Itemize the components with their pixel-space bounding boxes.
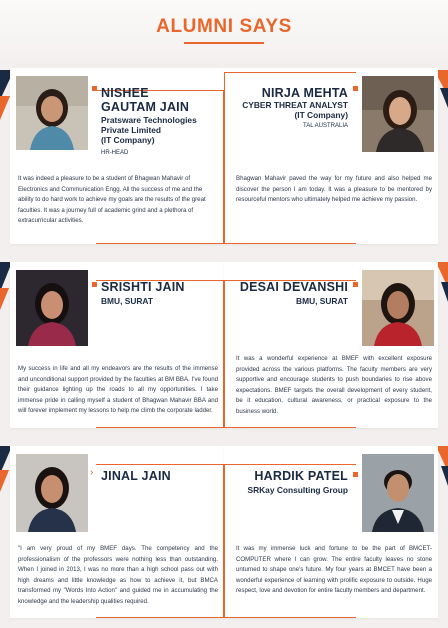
avatar-photo <box>16 454 88 532</box>
alumni-quote: It was a wonderful experience at BMEF with excellent exposure provided across the various platforms. The faculty members are very supportive and encourage students to push boundaries to rise above expectations. BMEF targets the overall development of every student, be it education, cultural awareness, or practical exposure to the business world. <box>236 355 432 415</box>
avatar-photo <box>362 454 434 532</box>
alumni-name: GAUTAM JAIN <box>101 100 190 114</box>
alumni-company: (IT Company) <box>101 135 155 145</box>
person-photo-icon <box>16 270 88 346</box>
alumni-name: HARDIK PATEL <box>254 469 348 483</box>
person-photo-icon <box>16 76 88 150</box>
alumni-name: DESAI DEVANSHI <box>239 280 348 294</box>
alumni-name: NISHEE <box>101 86 149 100</box>
person-photo-icon <box>362 270 434 346</box>
accent-marker <box>92 282 97 287</box>
alumni-company: Pratsware Technologies <box>101 115 197 125</box>
alumni-name: NIRJA MEHTA <box>261 86 348 100</box>
alumni-quote: My success in life and all my endeavors are the results of the immense and unconditional support provided by the faculties at BM BBA. I've found their guidance lighting up the roads to all my opportunities. I take immense pride in calling myself a student of Bhagwan Mahavir BBA and will forever implement my lessons to help me climb the corporate ladder. <box>18 365 218 415</box>
accent-marker <box>353 282 358 287</box>
alumni-org: BMU, SURAT <box>296 296 348 306</box>
alumni-quote: It was my immense luck and fortune to be the part of BMCET-COMPUTER where I can grow. The entire faculty leaves no stone unturned to shape one's future. My four years at BMCET have been a wonderful experience of learning with prolific exposure to outside. Huge respect, love and devotion for entire faculty members and department. <box>236 545 432 595</box>
alumni-quote: Bhagwan Mahavir paved the way for my future and also helped me discover the person I am today. It was a pleasure to be mentored by resourceful mentors who ultimately helped me achieve my passion. <box>236 175 432 204</box>
avatar-photo <box>16 270 88 346</box>
accent-marker <box>353 472 358 477</box>
accent-marker <box>92 86 97 91</box>
accent-marker <box>353 86 358 91</box>
person-photo-icon <box>362 454 434 532</box>
avatar-photo <box>16 76 88 150</box>
alumni-role: (IT Company) <box>294 110 348 120</box>
title-underline <box>184 42 264 44</box>
alumni-quote: "I am very proud of my BMEF days. The competency and the professionalism of the professors were nothing less than outstanding. When I joined in 2013, I was no more than a high school pass out with high dreams and little knowledge as how to achieve it, but BMCA transformed my "Words Into Action" and guided me in accumulating the knowledge and the leadership qualities required. <box>18 545 218 605</box>
person-photo-icon <box>362 76 434 152</box>
alumni-company: TAL AUSTRALIA <box>302 123 348 129</box>
chevron-right-icon: › <box>90 467 94 478</box>
alumni-org: BMU, SURAT <box>101 296 153 306</box>
alumni-org: SRKay Consulting Group <box>247 485 348 495</box>
alumni-company: Private Limited <box>101 125 162 135</box>
alumni-role: HR-HEAD <box>101 150 129 156</box>
alumni-role: CYBER THREAT ANALYST <box>242 100 348 110</box>
alumni-name: JINAL JAIN <box>101 469 171 483</box>
avatar-photo <box>362 270 434 346</box>
person-photo-icon <box>16 454 88 532</box>
avatar-photo <box>362 76 434 152</box>
alumni-quote: It was indeed a pleasure to be a student of Bhagwan Mahavir of Electronics and Communication Engg. All the success of me and the ability to do hard work to achieve my goals are the results of the great faculties. It was a journey full of academic grind and a plethora of extracurricular activities. <box>18 175 206 225</box>
alumni-name: SRISHTI JAIN <box>101 280 185 294</box>
page-title: ALUMNI SAYS <box>156 16 292 37</box>
